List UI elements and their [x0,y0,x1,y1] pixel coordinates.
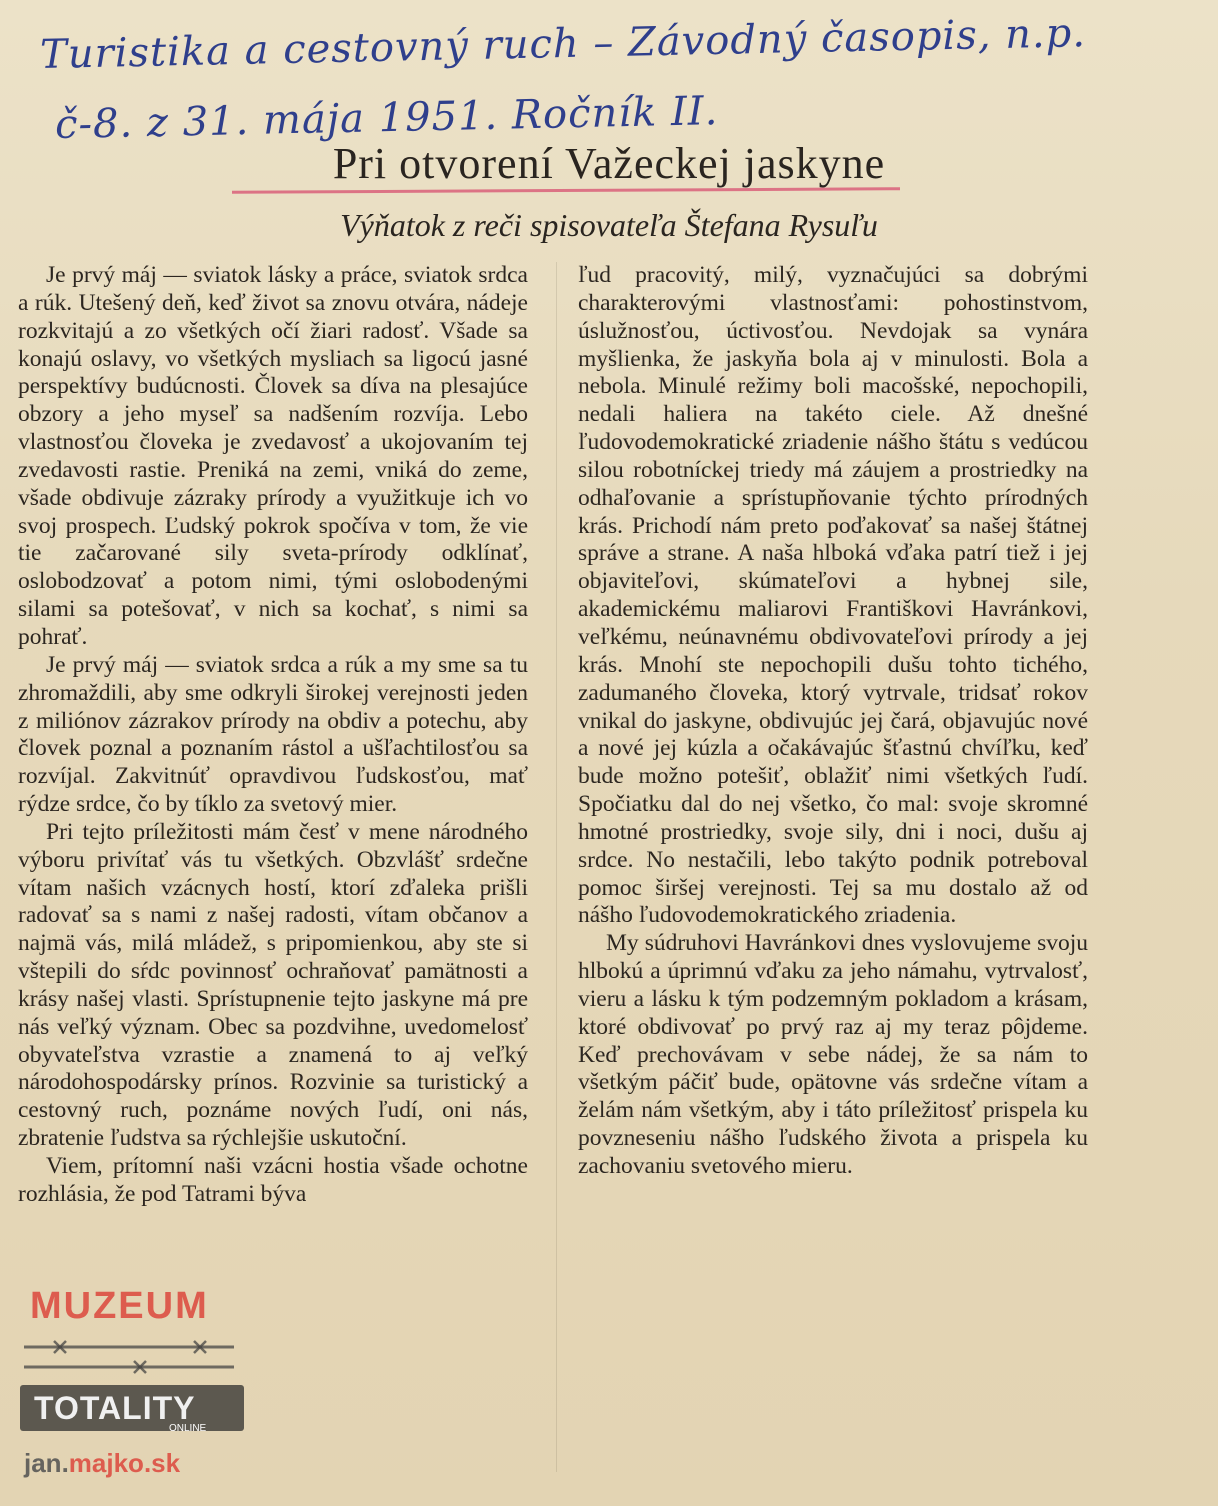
watermark-totality-text: TOTALITY [20,1385,244,1431]
watermark-url-prefix: jan. [24,1448,69,1478]
watermark-url-domain: majko.sk [68,1448,181,1478]
article-subtitle: Výňatok z reči spisovateľa Štefana Rysuľu [340,207,878,243]
article-column-left [18,262,528,1209]
paragraph: Viem, prítomní naši vzácni hostia všade ochotne rozhlásia, že pod Tatrami býva [18,1153,528,1207]
paragraph: My súdruhovi Havránkovi dnes vyslovujeme svoju hlbokú a úprimnú vďaku za jeho námahu, vytrvalosť, vieru a lásku k tým podzemným pokladom a krásam, ktoré obdivovať po prvý raz aj my teraz pôjdeme. Keď prechovávam v sebe nádej, že sa nám to všetkým páčiť bude, opätovne vás srdečne vítam a želám nám všetkým, aby i táto príležitosť prispela ku povzneseniu nášho ľudského života a prispela ku zachovaniu svetového mieru. [578,930,1088,1179]
handwritten-note-line-2: č-8. z 31. mája 1951. Ročník II. [54,88,719,149]
watermark-muzeum-text: MUZEUM [30,1285,209,1327]
paragraph: Je prvý máj — sviatok srdca a rúk a my sme sa tu zhromaždili, aby sme odkryli širokej verejnosti jeden z miliónov zázrakov prírody na obdiv a potechu, aby človek poznal a poznaním rástol a ušľachtilosťou sa rozvíjal. Zakvitnúť opravdivou ľudskosťou, mať rýdze srdce, čo by tíklo za svetový mier. [18,651,528,818]
paragraph: Pri tejto príležitosti mám česť v mene národného výboru privítať vás tu všetkých. Obzvlášť srdečne vítam našich vzácnych hostí, ktorí zďaleka prišli radovať sa s nami z našej radosti, vítam občanov a najmä vás, milá mládež, s pripomienkou, aby ste si vštepili do sŕdc povinnosť ochraňovať pamätnosti a krásy našej vlasti. Sprístupnenie tejto jaskyne má pre nás veľký význam. Obec sa pozdvihne, uvedomelosť obyvateľstva vzrastie a znamená to aj veľký národohospodársky prínos. Rozvinie sa turistický a cestovný ruch, poznáme nových ľudí, oni nás, zbratenie ľudstva sa rýchlejšie uskutoční. [18,818,528,1152]
watermark-online-text: ONLINE [169,1423,207,1434]
paragraph: ľud pracovitý, milý, vyznačujúci sa dobrými charakterovými vlastnosťami: pohostinstvom, úslužnosťou, úctivosťou. Nevdojak sa vynára myšlienka, že jaskyňa bola aj v minulosti. Bola a nebola. Minulé režimy boli macošské, nepochopili, nedali haliera na takéto ciele. Až dnešné ľudovodemokratické zriadenie nášho štátu s vedúcou silou robotníckej triedy má záujem a prostriedky na odhaľovanie a sprístupňovanie týchto prírodných krás. Prichodí nám preto poďakovať sa našej štátnej správe a strane. A naša hlboká vďaka patrí tiež i jej objaviteľovi, skúmateľovi a hybnej sile, akademickému maliarovi Františkovi Havránkovi, veľkému, neúnavnému obdivovateľovi prírody a jej krás. Mnohí ste nepochopili dušu tohto tichého, zadumaného človeka, ktorý vytrvale, tridsať rokov vnikal do jaskyne, obdivujúc jej čará, objavujúc nové a nové jej kúzla a očakávajúc šťastnú chvíľku, keď bude možno potešiť, oblažiť nimi všetkých ľudí. Spočiatku dal do nej všetko, čo mal: svoje skromné hmotné prostriedky, svoje sily, dni i noci, dušu aj srdce. No nestačili, lebo takýto podnik potreboval pomoc širšej verejnosti. Tej sa mu dostalo až od nášho ľudovodemokratického zriadenia. [578,262,1088,929]
article-title: Pri otvorení Važeckej jaskyne [332,139,886,188]
column-divider [556,262,557,1472]
article-column-right [578,262,1088,1181]
watermark-url [24,1448,180,1479]
handwritten-note-line-1: Turistika a cestovný ruch – Závodný časopis, n.p. [39,10,1087,79]
museum-watermark-logo [14,1285,242,1445]
watermark-barbed-wire-icon [24,1333,234,1379]
paragraph: Je prvý máj — sviatok lásky a práce, sviatok srdca a rúk. Utešený deň, keď život sa znovu otvára, nádeje rozkvitajú a zo všetkých očí žiari radosť. Všade sa konajú oslavy, vo všetkých mysliach sa ligocú jasné perspektívy budúcnosti. Človek sa díva na plesajúce obzory a jeho myseľ sa nadšením rozvíja. Lebo vlastnosťou človeka je zvedavosť a ukojovaním tej zvedavosti rastie. Preniká na zemi, vniká do zeme, všade obdivuje zázraky prírody a využitkuje ich vo svoj prospech. Ľudský pokrok spočíva v tom, že vie tie začarované sily sveta-prírody odklínať, oslobodzovať a potom nimi, tými oslobodenými silami sa potešovať, v nich sa kochať, s nimi sa pohrať. [18,262,528,650]
